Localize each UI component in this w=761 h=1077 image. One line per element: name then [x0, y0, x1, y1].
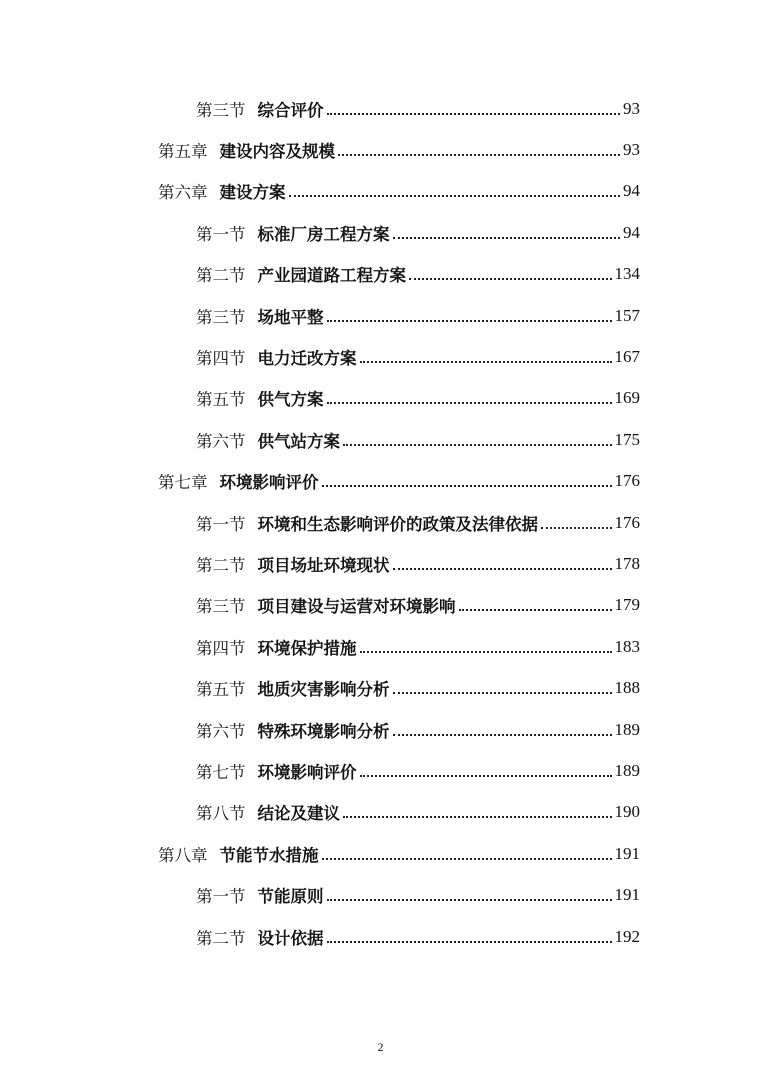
toc-page: 188 [614, 678, 640, 698]
toc-entry[interactable] [0, 626, 761, 667]
toc-title: 产业园道路工程方案 [257, 266, 406, 286]
toc-title: 供气站方案 [257, 431, 340, 451]
toc-page: 179 [614, 595, 640, 615]
toc-number: 第一节 [196, 887, 246, 907]
toc-number: 第四节 [196, 638, 246, 658]
toc-number: 第七节 [196, 762, 246, 782]
toc-page: 94 [623, 222, 640, 242]
toc-page: 178 [614, 553, 640, 573]
toc-entry[interactable] [0, 667, 761, 708]
toc-entry[interactable] [0, 212, 761, 253]
toc-page: 190 [614, 802, 640, 822]
toc-page: 94 [623, 181, 640, 201]
toc-page: 93 [623, 98, 640, 118]
toc-number: 第五节 [196, 390, 246, 410]
dot-leader [393, 568, 612, 570]
toc-number: 第五节 [196, 680, 246, 700]
dot-leader [327, 402, 612, 404]
toc-number: 第一节 [196, 514, 246, 534]
toc-entry[interactable] [0, 336, 761, 377]
dot-leader [327, 320, 612, 322]
toc-number: 第三节 [196, 597, 246, 617]
dot-leader [393, 237, 621, 239]
toc-number: 第二节 [196, 266, 246, 286]
toc-number: 第三节 [196, 307, 246, 327]
toc-page: 176 [614, 512, 640, 532]
dot-leader [289, 195, 621, 197]
dot-leader [459, 609, 612, 611]
toc-entry[interactable] [0, 502, 761, 543]
toc-title: 地质灾害影响分析 [257, 680, 390, 700]
toc-title: 节能原则 [257, 887, 324, 907]
toc-title: 环境影响评价 [257, 762, 357, 782]
toc-title: 环境影响评价 [219, 473, 319, 493]
dot-leader [541, 527, 612, 529]
toc-number: 第四节 [196, 349, 246, 369]
toc-entry[interactable] [0, 585, 761, 626]
dot-leader [343, 444, 612, 446]
table-of-contents [0, 88, 761, 957]
toc-page: 189 [614, 760, 640, 780]
toc-title: 场地平整 [257, 307, 324, 327]
toc-page: 176 [614, 471, 640, 491]
toc-entry[interactable] [0, 916, 761, 957]
toc-entry[interactable] [0, 709, 761, 750]
dot-leader [322, 485, 612, 487]
toc-number: 第七章 [158, 473, 208, 493]
toc-number: 第一节 [196, 224, 246, 244]
toc-title: 设计依据 [257, 928, 324, 948]
toc-number: 第六节 [196, 431, 246, 451]
dot-leader [343, 816, 612, 818]
toc-title: 项目场址环境现状 [257, 555, 390, 575]
toc-entry[interactable] [0, 378, 761, 419]
toc-entry[interactable] [0, 419, 761, 460]
dot-leader [360, 775, 612, 777]
toc-entry[interactable] [0, 543, 761, 584]
toc-title: 建设内容及规模 [219, 142, 335, 162]
page-number: 2 [377, 1040, 384, 1054]
toc-number: 第六节 [196, 721, 246, 741]
toc-entry[interactable] [0, 833, 761, 874]
dot-leader [338, 154, 620, 156]
toc-title: 标准厂房工程方案 [257, 224, 390, 244]
dot-leader [327, 113, 621, 115]
toc-page: 191 [614, 885, 640, 905]
toc-number: 第五章 [158, 142, 208, 162]
toc-number: 第八节 [196, 804, 246, 824]
toc-page: 157 [614, 305, 640, 325]
toc-title: 供气方案 [257, 390, 324, 410]
toc-page: 134 [614, 264, 640, 284]
dot-leader [360, 651, 612, 653]
toc-number: 第二节 [196, 928, 246, 948]
dot-leader [393, 692, 612, 694]
toc-number: 第六章 [158, 183, 208, 203]
toc-entry[interactable] [0, 874, 761, 915]
dot-leader [327, 941, 612, 943]
toc-entry[interactable] [0, 295, 761, 336]
toc-page: 191 [614, 843, 640, 863]
dot-leader [327, 899, 612, 901]
toc-title: 电力迁改方案 [257, 349, 357, 369]
toc-title: 环境保护措施 [257, 638, 357, 658]
toc-number: 第八章 [158, 845, 208, 865]
toc-page: 93 [623, 140, 640, 160]
toc-title: 环境和生态影响评价的政策及法律依据 [257, 514, 538, 534]
toc-page: 167 [614, 347, 640, 367]
toc-entry[interactable] [0, 792, 761, 833]
toc-page: 189 [614, 719, 640, 739]
toc-number: 第三节 [196, 100, 246, 120]
dot-leader [360, 361, 612, 363]
toc-title: 节能节水措施 [219, 845, 319, 865]
toc-entry[interactable] [0, 750, 761, 791]
toc-page: 175 [614, 429, 640, 449]
toc-title: 结论及建议 [257, 804, 340, 824]
toc-page: 169 [614, 388, 640, 408]
toc-entry[interactable] [0, 129, 761, 170]
dot-leader [322, 858, 612, 860]
toc-entry[interactable] [0, 254, 761, 295]
toc-entry[interactable] [0, 88, 761, 129]
toc-page: 192 [614, 926, 640, 946]
dot-leader [393, 734, 612, 736]
toc-title: 项目建设与运营对环境影响 [257, 597, 456, 617]
dot-leader [409, 278, 612, 280]
toc-title: 建设方案 [219, 183, 286, 203]
toc-entry[interactable] [0, 171, 761, 212]
toc-title: 综合评价 [257, 100, 324, 120]
toc-number: 第二节 [196, 555, 246, 575]
toc-entry[interactable] [0, 461, 761, 502]
toc-title: 特殊环境影响分析 [257, 721, 390, 741]
toc-page: 183 [614, 636, 640, 656]
